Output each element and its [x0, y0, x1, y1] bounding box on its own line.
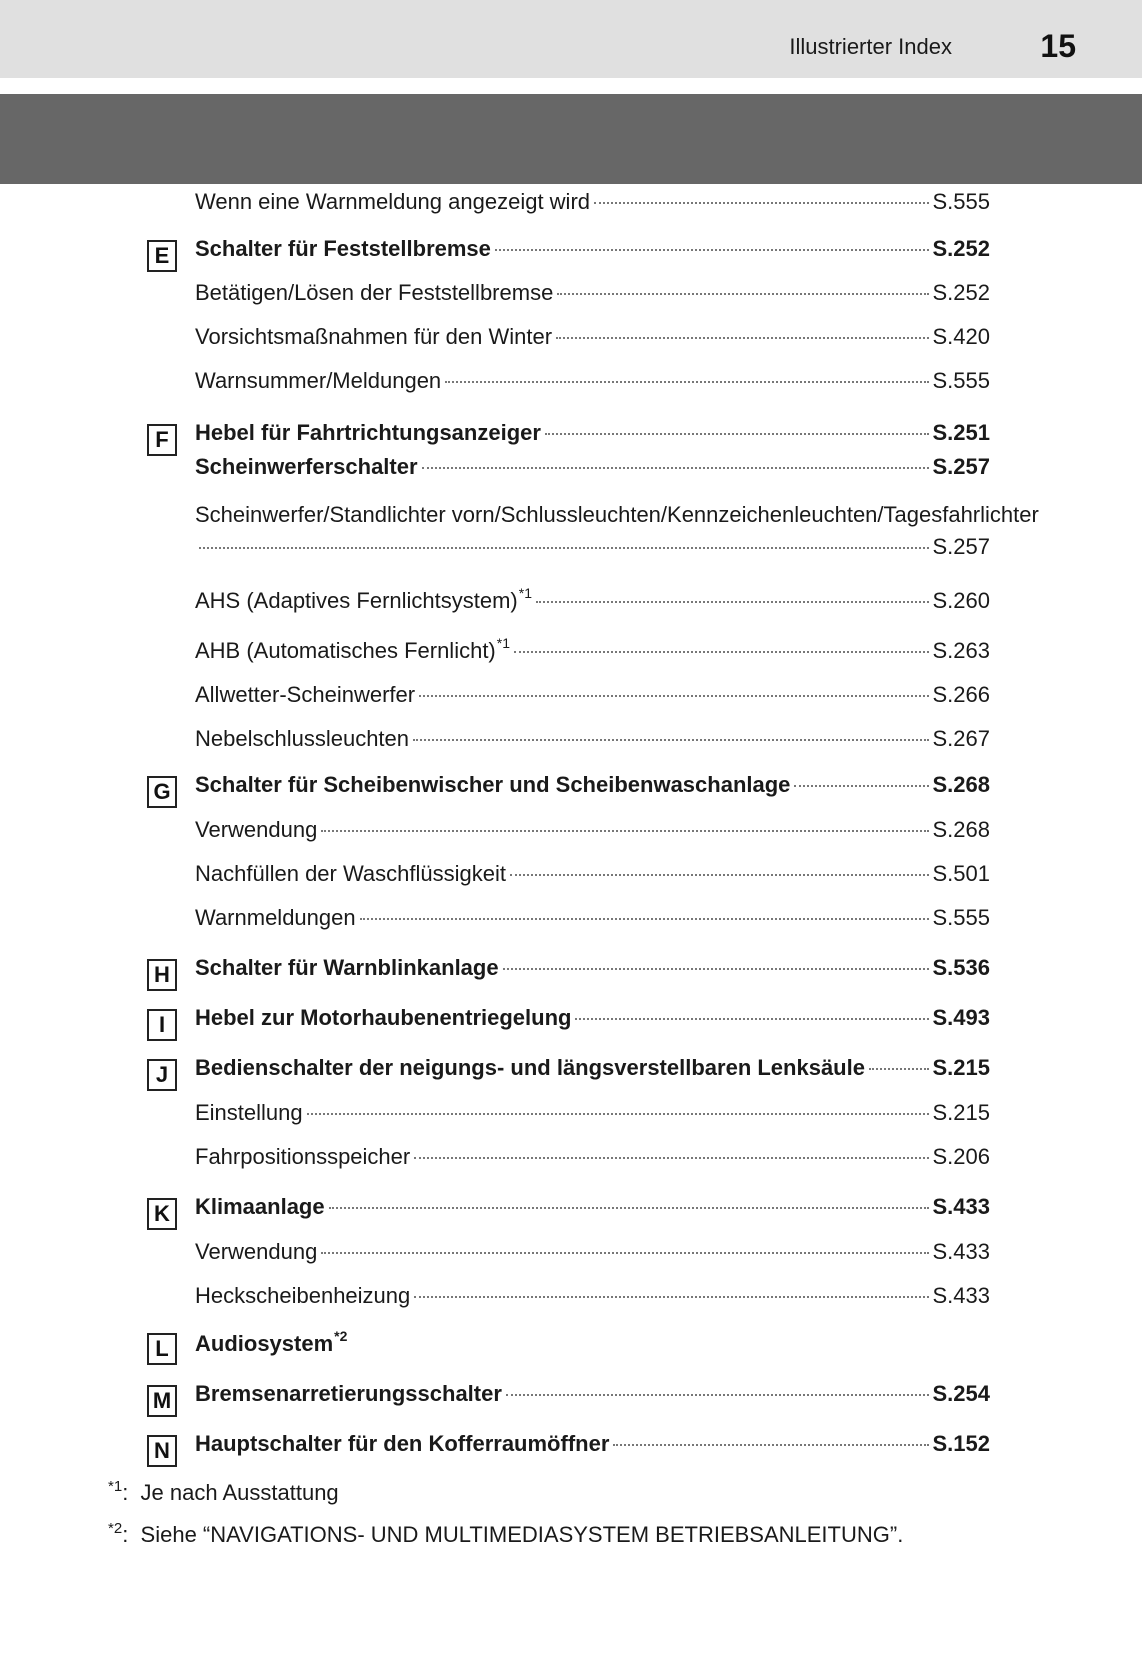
dot-leader [613, 1444, 928, 1446]
letter-badge-h: H [147, 959, 177, 991]
letter-badge-j: J [147, 1059, 177, 1091]
entry-page: S.266 [932, 682, 990, 707]
section-title: Illustrierter Index [789, 34, 952, 59]
entry-text: Audiosystem [195, 1331, 334, 1356]
entry-text: Nebelschlussleuchten [195, 726, 410, 751]
footnote-mark: *1 [496, 635, 510, 651]
index-entry[interactable] [195, 1283, 990, 1317]
index-entry[interactable] [195, 236, 990, 270]
entry-text: Einstellung [195, 1100, 303, 1125]
entry-text: Wenn eine Warnmeldung angezeigt wird [195, 189, 591, 214]
entry-page: S.215 [932, 1100, 990, 1125]
entry-page: S.555 [932, 905, 990, 930]
index-entry[interactable] [195, 1005, 990, 1039]
index-entry[interactable] [195, 454, 990, 488]
entry-page: S.268 [932, 817, 990, 842]
entry-page: S.206 [932, 1144, 990, 1169]
entry-text: AHS (Adaptives Fernlichtsystem) [195, 588, 518, 613]
letter-badge-g: G [147, 776, 177, 808]
entry-text: Bremsenarretierungsschalter [195, 1381, 502, 1406]
dot-leader [422, 467, 929, 469]
page-number: 15 [1040, 28, 1076, 64]
footnote-mark: *2 [108, 1520, 123, 1537]
entry-page: S.268 [932, 772, 990, 797]
dot-leader [199, 547, 929, 549]
index-entry[interactable] [195, 534, 990, 568]
dot-leader [414, 1296, 928, 1298]
entry-text: Klimaanlage [195, 1194, 325, 1219]
entry-page: S.433 [932, 1239, 990, 1264]
entry-text: Hauptschalter für den Kofferraumöffner [195, 1431, 610, 1456]
entry-text: Betätigen/Lösen der Feststellbremse [195, 280, 554, 305]
entry-text: Schalter für Feststellbremse [195, 236, 491, 261]
entry-text: Hebel für Fahrtrichtungsanzeiger [195, 420, 541, 445]
entry-page: S.257 [932, 454, 990, 479]
dot-leader [329, 1207, 929, 1209]
dot-leader [503, 968, 929, 970]
entry-page: S.420 [932, 324, 990, 349]
entry-page: S.433 [932, 1194, 990, 1219]
entry-page: S.263 [932, 638, 990, 663]
index-entry[interactable] [195, 905, 990, 939]
footnote: $^{*2}$: Siehe “NAVIGATIONS- UND MULTIMEDIASYSTEM BETRIEBSANLEITUNG”. [108, 1520, 904, 1547]
index-entry[interactable] [195, 1194, 990, 1228]
dot-leader [506, 1394, 929, 1396]
entry-page: S.251 [932, 420, 990, 445]
dot-leader [869, 1068, 929, 1070]
entry-text: Warnsummer/Meldungen [195, 368, 442, 393]
index-entry[interactable] [195, 1144, 990, 1178]
index-entry[interactable] [195, 635, 990, 672]
entry-page: S.493 [932, 1005, 990, 1030]
index-entry[interactable] [195, 1239, 990, 1273]
index-entry[interactable] [195, 861, 990, 895]
dot-leader [413, 739, 928, 741]
dot-leader [514, 651, 929, 653]
dot-leader [414, 1157, 928, 1159]
index-entry[interactable] [195, 1055, 990, 1089]
index-entry[interactable] [195, 585, 990, 622]
dot-leader [575, 1018, 928, 1020]
gray-band [0, 94, 1142, 184]
entry-page: S.152 [932, 1431, 990, 1456]
letter-badge-n: N [147, 1435, 177, 1467]
entry-page: S.252 [932, 236, 990, 261]
entry-text[interactable]: Scheinwerfer/Standlichter vorn/Schlussleuchten/Kennzeichenleuchten/Tagesfahrlichter [195, 502, 1039, 527]
entry-page: S.501 [932, 861, 990, 886]
footnote-mark: *2 [334, 1328, 348, 1344]
entry-text: Scheinwerferschalter [195, 454, 418, 479]
dot-leader [556, 337, 928, 339]
footnote-text: Siehe “NAVIGATIONS- UND MULTIMEDIASYSTEM BETRIEBSANLEITUNG”. [140, 1522, 904, 1547]
page-header [0, 0, 1142, 78]
index-entry[interactable] [195, 817, 990, 851]
entry-text: Bedienschalter der neigungs- und längsverstellbaren Lenksäule [195, 1055, 865, 1080]
index-entry[interactable] [195, 189, 990, 223]
dot-leader [545, 433, 929, 435]
footnote-mark: *1 [518, 585, 532, 601]
entry-text: Vorsichtsmaßnahmen für den Winter [195, 324, 553, 349]
entry-text: Schalter für Scheibenwischer und Scheibenwaschanlage [195, 772, 791, 797]
header-divider [0, 78, 1142, 80]
letter-badge-l: L [147, 1333, 177, 1365]
index-entry[interactable] [195, 280, 990, 314]
index-entry[interactable] [195, 1328, 990, 1365]
index-entry[interactable] [195, 324, 990, 358]
index-entry[interactable] [195, 682, 990, 716]
entry-text: Schalter für Warnblinkanlage [195, 955, 499, 980]
index-entry[interactable] [195, 1431, 990, 1465]
entry-text: Warnmeldungen [195, 905, 356, 930]
letter-badge-e: E [147, 240, 177, 272]
footnote-mark: *1 [108, 1478, 123, 1495]
dot-leader [594, 202, 928, 204]
footnote-text: Je nach Ausstattung [140, 1480, 339, 1505]
dot-leader [557, 293, 928, 295]
entry-text: Allwetter-Scheinwerfer [195, 682, 416, 707]
entry-text: AHB (Automatisches Fernlicht) [195, 638, 496, 663]
letter-badge-m: M [147, 1385, 177, 1417]
dot-leader [794, 785, 928, 787]
index-entry[interactable] [195, 772, 990, 806]
entry-page: S.267 [932, 726, 990, 751]
index-entry[interactable] [195, 726, 990, 760]
dot-leader [495, 249, 929, 251]
dot-leader [445, 381, 928, 383]
entry-text: Hebel zur Motorhaubenentriegelung [195, 1005, 572, 1030]
index-entry[interactable] [195, 955, 990, 989]
entry-page: S.254 [932, 1381, 990, 1406]
entry-text: Verwendung [195, 817, 318, 842]
index-entry[interactable] [195, 1381, 990, 1415]
index-entry[interactable] [195, 420, 990, 454]
index-entry[interactable] [195, 1100, 990, 1134]
index-entry[interactable] [195, 368, 990, 402]
entry-text: Nachfüllen der Waschflüssigkeit [195, 861, 506, 886]
entry-page: S.252 [932, 280, 990, 305]
entry-page: S.536 [932, 955, 990, 980]
letter-badge-k: K [147, 1198, 177, 1230]
dot-leader [321, 1252, 928, 1254]
entry-page: S.555 [932, 368, 990, 393]
dot-leader [360, 918, 929, 920]
entry-text: Fahrpositionsspeicher [195, 1144, 411, 1169]
entry-page: S.433 [932, 1283, 990, 1308]
dot-leader [307, 1113, 929, 1115]
dot-leader [536, 601, 929, 603]
entry-page: S.260 [932, 588, 990, 613]
entry-page: S.555 [932, 189, 990, 214]
dot-leader [510, 874, 929, 876]
entry-text: Heckscheibenheizung [195, 1283, 411, 1308]
entry-text: Verwendung [195, 1239, 318, 1264]
dot-leader [321, 830, 928, 832]
entry-page: S.257 [932, 534, 990, 559]
letter-badge-f: F [147, 424, 177, 456]
letter-badge-i: I [147, 1009, 177, 1041]
dot-leader [419, 695, 928, 697]
entry-page: S.215 [932, 1055, 990, 1080]
footnote: $^{*1}$: Je nach Ausstattung [108, 1478, 339, 1505]
